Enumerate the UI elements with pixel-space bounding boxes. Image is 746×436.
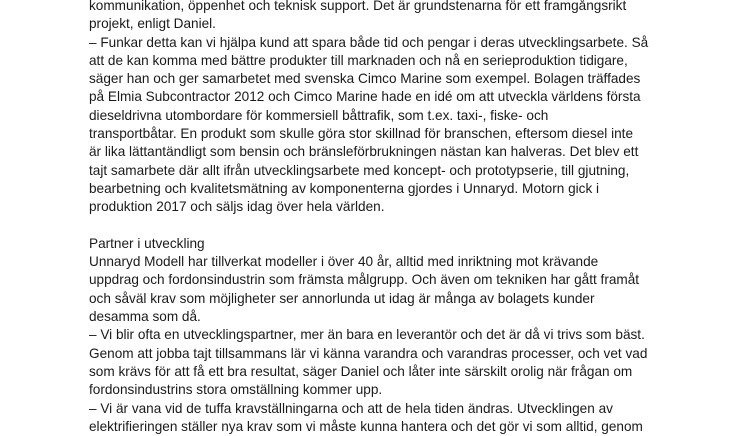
text-line: och såväl krav som möjligheter ser annorlunda ut idag är många av bolagets kunder bbox=[89, 290, 595, 306]
paragraph-quote-electrification bbox=[89, 400, 669, 436]
paragraph-history bbox=[89, 253, 669, 326]
text-line: som krävs för att få ett bra resultat, säger Daniel och låter inte särskilt orolig när frågan om bbox=[89, 363, 633, 379]
text-line: kommunikation, öppenhet och teknisk support. Det är grundstenarna för ett framgångsrikt bbox=[89, 0, 627, 13]
text-line: fordonsindustrins stora omställning kommer upp. bbox=[89, 382, 383, 398]
paragraph-gap bbox=[89, 217, 669, 235]
text-line: transportbåtar. En produkt som skulle göra stor skillnad för branschen, eftersom diesel inte bbox=[89, 126, 634, 142]
text-line: säger han och ger samarbetet med svenska Cimco Marine som exempel. Bolagen träffades bbox=[89, 71, 641, 87]
text-line: elektrifieringen ställer nya krav som vi måste kunna hantera och det gör vi som alltid, genom bbox=[89, 418, 643, 434]
text-line: Unnaryd Modell har tillverkat modeller i över 40 år, alltid med inriktning mot krävande bbox=[89, 254, 599, 270]
text-line: dieseldrivna utombordare för kommersiell båttrafik, som t.ex. taxi-, fiske- och bbox=[89, 107, 549, 123]
text-line: – Vi är vana vid de tuffa kravställningarna och att de hela tiden ändras. Utvecklingen av bbox=[89, 400, 613, 416]
text-line: projekt, enligt Daniel. bbox=[89, 16, 216, 32]
text-line: att de kan komma med bättre produkter till marknaden och nå en serieproduktion tidigare, bbox=[89, 52, 628, 68]
section-heading: Partner i utveckling bbox=[89, 235, 205, 251]
text-line: – Vi blir ofta en utvecklingspartner, mer än bara en leverantör och det är då vi trivs som bäst. bbox=[89, 327, 645, 343]
paragraph-intro bbox=[89, 0, 669, 34]
text-line: – Funkar detta kan vi hjälpa kund att spara både tid och pengar i deras utvecklingsarbete. Så bbox=[89, 34, 649, 50]
paragraph-quote-cimco bbox=[89, 34, 669, 217]
document-page bbox=[89, 0, 669, 436]
text-line: Genom att jobba tajt tillsammans lär vi känna varandra och varandras processer, och vet vad bbox=[89, 345, 648, 361]
text-line: är lika lättantändligt som bensin och bränsleförbrukningen nästan kan halveras. Det blev ett bbox=[89, 144, 639, 160]
text-line: bearbetning och kvalitetsmätning av komponenterna gjordes i Unnaryd. Motorn gick i bbox=[89, 180, 600, 196]
paragraph-quote-partner bbox=[89, 326, 669, 399]
text-line: tajt samarbete där allt ifrån utvecklingsarbete med koncept- och prototypserie, till gjutning, bbox=[89, 162, 630, 178]
text-line: uppdrag och fordonsindustrin som främsta målgrupp. Och även om tekniken har gått framåt bbox=[89, 272, 640, 288]
text-line: produktion 2017 och säljs idag över hela världen. bbox=[89, 199, 385, 215]
text-line: desamma som då. bbox=[89, 309, 201, 325]
text-line: på Elmia Subcontractor 2012 och Cimco Marine hade en idé om att utveckla världens första bbox=[89, 89, 641, 105]
